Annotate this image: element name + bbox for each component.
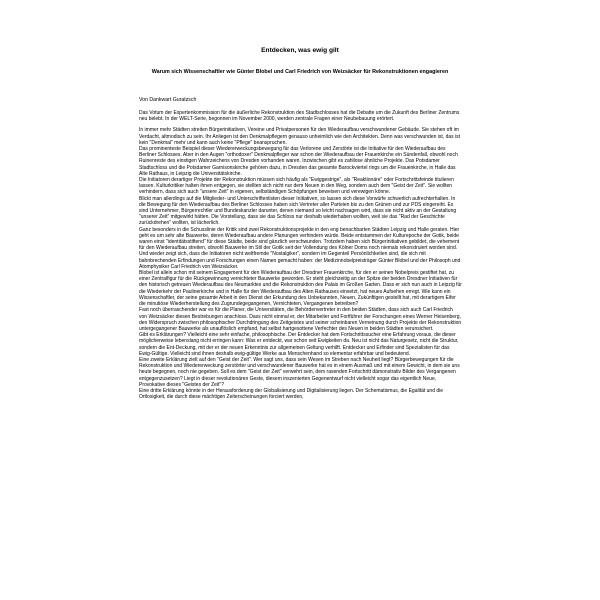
body-paragraph: Die Initiatoren derartiger Projekte der Rekonstruktion müssen sich häufig als "Ewiggestrige", als "Reaktionäre" oder Fortschrittsfeinde titulieren lassen. Kulturkritiker halten ihnen entgegen, sie stellten sich nicht nur dem Neuen in den Weg, sondern auch dem "Geist der Zeit". Sie wollten verhindern, dass sich auch "unsere Zeit" in eigenen, selbständigen Schöpfungen beweisen und verewigen könne. xyxy=(139,177,454,196)
body-paragraph: Gibt es Erklärungen? Vielleicht eine sehr einfache, philosophische. Der Entdecker hat dem Fortschrittssucher eine Erfahrung voraus, die dieser möglicherweise lebenslang nicht erringen kann: Was er entdeckt, war schon seit Ewigkeiten da. Neu ist nicht das Naturgesetz, nicht die Struktur, sondern die Ent-Deckung, mit der er der neuen Erkenntnis zur allgemeinen Geltung verhilft. Entdecker und Erfinder sind Spezialisten für das Ewig-Gültige. Vielleicht sind ihnen deshalb ewig-gültige Werke aus Menschenhand so elementar erfahrbar und bedeutend. xyxy=(139,332,459,357)
body-paragraph: Fast noch überraschender war es für die Planer, die Universitäten, die Behördenvertreter in den beiden Städten, dass sich auch Carl Friedrich von Weizsäcker diesen Bestrebungen anschloss. Dass nicht einmal er, der Mitarbeiter und Fortführer der Forschungen eines Werner Heisenberg, den Widerspruch zwischen philosophischer Durchdringung des Zeitgeistes und seiner scheinbaren Verneinung durch Projekte der Rekonstruktion untergegangener Bauwerke als unauflöslich empfand, hat selbst hartgesottene Verfechter des Neuen in beiden Städten verunsichert. xyxy=(139,307,462,332)
article-subtitle: Warum sich Wissenschaftler wie Günter Blobel und Carl Friedrich von Weizsäcker für Rekonstruktionen engagieren xyxy=(151,69,449,75)
article-title: Entdecken, was ewig gilt xyxy=(261,47,339,54)
article-byline: Von Dankwart Guratzsch xyxy=(139,97,197,103)
body-paragraph: Ganz besonders in die Schusslinie der Kritik sind zwei Rekonstruktionsprojekte in den eng benachbarten Städten Leipzig und Halle geraten. Hier geht es um sehr alte Bauwerke, deren Wiederaufbau andere Planungen verhindern würde. Beide entstammen der Kulturepoche der Gotik, beide waren einst "identitätsstiftend" für diese Städte, beide sind gänzlich verschwunden. Trotzdem haben sich Bürgerinitiativen gebildet, die vehement für den Wiederaufbau streiten, obwohl Bauwerke im Stil der Gotik seit der Vollendung des Kölner Doms noch niemals rekonstruiert worden sind. Und wieder zeigt sich, dass die Initiatoren nicht weltfremde "Nostalgiker", sondern im Gegenteil Persönlichkeiten sind, die sich mit bahnbrechenden Erfindungen und Forschungen einen Namen gemacht haben: der Medizinnobelpreisträger Günter Blobel und der Philosoph und Atomphysiker Carl Friedrich von Weizsäcker. xyxy=(139,226,461,270)
article-body xyxy=(139,110,462,585)
body-paragraph: Eine dritte Erklärung könnte in der Herausforderung der Globalisierung und Digitalisierung liegen. Der Schematismus, die Egalität und die Ortlosigkeit, die durch diese mächtigen Zeiterscheinungen forciert werden, xyxy=(139,387,444,401)
body-paragraph: Blickt man allerdings auf die Mitglieder- und Unterschriftenlisten dieser Initiativen, so lassen sich diese Vorwürfe schwerlich aufrechterhalten. In die Bewegung für den Wiederaufbau des Berliner Schlosses haben sich Vertreter aller Parteien bis zu den Grünen und zur PDS eingereiht. Es sind Unternehmer, Bürgerrechtler und Bundeskanzler darunter, denen niemand so leicht nachsagen wird, dass sie nicht aktiv an der Gestaltung "unserer Zeit" mitgewirkt hätten. Die Vorstellung, dass sie das Schloss nur deshalb wiederhaben wollten, weil sie das "Rad der Geschichte zurückdrehen" wollten, ist lächerlich. xyxy=(139,195,457,227)
body-paragraph: Blobel ist allein schon mit seinem Engagement für den Wiederaufbau der Dresdner Frauenkirche, für den er seinen Nobelpreis gestiftet hat, zu einer Zentralfigur für die Rückgewinnung vernichteter Bauwerke geworden. Er steht gleichzeitig an der Spitze der beiden Dresdner Initiativen für den historisch getreuen Wiederaufbau des Neumarktes und die Rekonstruktion des Palais im Großen Garten. Dass er sich nun auch in Leipzig für die Wiederkehr der Paulinerkirche und in Halle für den Wiederaufbau des Alten Rathauses einsetzt, hat neues Aufsehen erregt. Wie kann ein Wissenschaftler, der seine gesamte Arbeit in den Dienst der Erkundung des Unbekannten, Neuen, Zukünftigen gestellt hat, mit derartigem Eifer die minutiöse Wiederherstellung des Zugrundegegangenen, Vernichteten, Vergangenen betreiben? xyxy=(139,270,462,308)
body-paragraph: In immer mehr Städten streiten Bürgerinitiativen, Vereine und Privatpersonen für den Wiederaufbau verschwundener Gebäude. Sie stehen oft im Verdacht, altmodisch zu sein. Ihr Anliegen ist den Denkmalpflegern genauso unheimlich wie den Architekten. Denn was verschwunden ist, das ist kein "Denkmal" mehr und kann auch keine "Pflege" beanspruchen. xyxy=(139,127,461,146)
body-paragraph: Eine zweite Erklärung zielt auf den "Geist der Zeit". Wer sagt uns, dass sein Wesen im Streben nach Neuheit liegt? Bürgerbewegungen für die Rekonstruktion und Wiedererweckung zerstörter und verschwundener Bauwerke hat es in einem Ausmaß und mit einem Gewicht, in dem sie uns heute begegnen, noch nie gegeben. Soll es dem "Geist der Zeit" verwehrt sein, dem rasenden Fortschritt dämonstrativ Bilder des Vergangenen entgegenzusetzen? Liegt in dieser revolutionären Geste, diesem inszenierten Gegenentwurf nicht vielleicht sogar das eigentlich Neue, Provokative dieses "Geistes der Zeit"? xyxy=(139,356,460,388)
body-paragraph: Das Votum der Expertenkommission für die äußerliche Rekonstruktion des Stadtschlosses hat die Debatte um die Zukunft des Berliner Zentrums neu belebt. In der WELT-Serie, begonnen im November 2000, werden zentrale Fragen einer Neubebauung erörtert. xyxy=(139,110,460,123)
body-paragraph: Das prominenteste Beispiel dieser Wiedererweckungsbewegung für das Verlorene und Zerstörte ist die Initiative für den Wiederaufbau des Berliner Schlosses. Aber in den Augen "orthodoxer" Denkmalpfleger war schon der Wiederaufbau der Frauenkirche ein Sündenfall, obwohl noch Ruinenreste des einstigen Wahrzeichens von Dresden vorhanden waren. Inzwischen gibt es zahllose ähnliche Projekte. Das Potsdamer Stadtschloss und die Potsdamer Garnisonskirche gehören dazu, in Dresden das gesamte Barockviertel rings um die Frauenkirche, in Halle das Alte Rathaus, in Leipzig die Universitätskirche. xyxy=(139,146,458,177)
